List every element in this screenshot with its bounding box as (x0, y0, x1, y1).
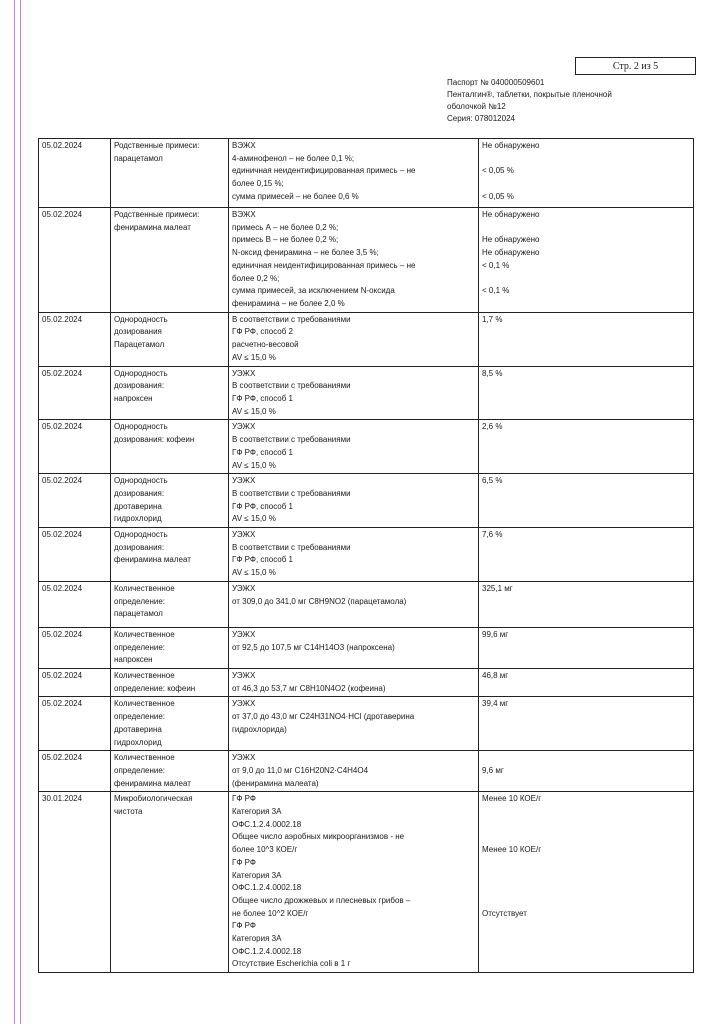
test-result-line: < 0,1 % (482, 260, 510, 270)
test-specification-line: AV ≤ 15,0 % (232, 514, 276, 524)
test-parameter-line: фенирамина малеат (114, 222, 191, 232)
test-parameter-line: определение: (114, 642, 166, 652)
test-result (479, 139, 694, 208)
test-specification (229, 139, 479, 208)
test-parameter-line: Количественное (114, 699, 175, 709)
test-result-line: 7,6 % (482, 530, 503, 540)
test-result-line (482, 831, 690, 844)
test-specification (229, 697, 479, 751)
test-specification-line: Общее число дрожжевых и плесневых грибов – (232, 895, 411, 905)
test-specification-line: УЭЖХ (232, 670, 256, 680)
test-result (479, 697, 694, 751)
test-specification-line: ОФС.1.2.4.0002.18 (232, 819, 302, 829)
test-date (39, 366, 111, 420)
product-name-line2: оболочкой №12 (447, 102, 506, 111)
test-specification-line: единичная неидентифицированная примесь – не (232, 166, 416, 176)
test-result-line: 325,1 мг (482, 583, 513, 593)
test-result-line: 6,5 % (482, 476, 503, 486)
test-date-text: 05.02.2024 (42, 629, 83, 639)
test-result-line: 8,5 % (482, 368, 503, 378)
table-row (39, 581, 694, 627)
table-row (39, 697, 694, 751)
test-result-line: Менее 10 КОЕ/г (482, 794, 542, 804)
document-header (447, 77, 647, 125)
test-date-text: 05.02.2024 (42, 753, 83, 763)
test-parameter-line: напроксен (114, 394, 153, 404)
test-result (479, 474, 694, 528)
test-specification-line: УЭЖХ (232, 368, 256, 378)
test-specification-line: УЭЖХ (232, 753, 256, 763)
test-parameter-line: Однородность (114, 422, 168, 432)
test-parameter-line: определение: (114, 596, 166, 606)
test-specification-line: В соответствии с требованиями (232, 488, 351, 498)
test-specification-line: расчетно-весовой (232, 340, 299, 350)
test-specification-line: единичная неидентифицированная примесь – не (232, 260, 416, 270)
test-specification-line: от 92,5 до 107,5 мг C14H14O3 (напроксена) (232, 642, 395, 652)
test-result-line (482, 153, 690, 166)
test-specification-line: AV ≤ 15,0 % (232, 568, 276, 578)
test-specification-line: УЭЖХ (232, 476, 256, 486)
test-result-line (482, 273, 690, 286)
test-specification-line: 4-аминофенол – не более 0,1 %; (232, 153, 355, 163)
test-result-line: Отсутствует (482, 908, 527, 918)
test-parameter (111, 208, 229, 313)
test-specification-line: ГФ РФ, способ 1 (232, 501, 293, 511)
test-specification-line: ГФ РФ, способ 2 (232, 327, 293, 337)
test-specification-line: Категория 3А (232, 807, 282, 817)
test-result (479, 366, 694, 420)
test-parameter (111, 627, 229, 668)
test-result-line (482, 806, 690, 819)
test-specification-line: сумма примесей, за исключением N-оксида (232, 286, 395, 296)
test-specification (229, 668, 479, 696)
page-number: Стр. 2 из 5 (612, 60, 659, 72)
test-result-line: 2,6 % (482, 422, 503, 432)
test-parameter-line: Родственные примеси: (114, 141, 200, 150)
test-date-text: 30.01.2024 (42, 794, 83, 804)
test-date (39, 668, 111, 696)
test-parameter-line: дозирования: (114, 381, 165, 391)
test-result-line: 99,6 мг (482, 629, 509, 639)
test-parameter-line: Однородность (114, 476, 168, 486)
test-results-table (38, 138, 694, 973)
test-specification (229, 792, 479, 973)
test-specification-line: ГФ РФ (232, 921, 256, 931)
test-result-line: 1,7 % (482, 314, 503, 324)
test-parameter (111, 792, 229, 973)
test-specification-line: Отсутствие Escherichia coli в 1 г (232, 959, 351, 969)
test-specification-line: сумма примесей – не более 0,6 % (232, 191, 359, 201)
test-date (39, 528, 111, 582)
test-parameter-line: Количественное (114, 753, 175, 763)
test-specification-line: AV ≤ 15,0 % (232, 406, 276, 416)
test-parameter-line: Парацетамол (114, 340, 165, 350)
test-date (39, 208, 111, 313)
test-parameter-line: Родственные примеси: (114, 210, 200, 219)
test-result (479, 668, 694, 696)
test-date-text: 05.02.2024 (42, 141, 83, 150)
test-specification-line: Общее число аэробных микроорганизмов - не (232, 832, 405, 842)
test-parameter-line: Количественное (114, 583, 175, 593)
test-specification-line: УЭЖХ (232, 629, 256, 639)
test-parameter-line: Однородность (114, 314, 168, 324)
test-result (479, 792, 694, 973)
test-result (479, 528, 694, 582)
test-parameter-line: фенирамина малеат (114, 555, 191, 565)
test-parameter (111, 528, 229, 582)
test-specification-line: Категория 3А (232, 934, 282, 944)
test-specification-line: В соответствии с требованиями (232, 314, 351, 324)
test-parameter-line: определение: кофеин (114, 683, 196, 693)
test-date (39, 792, 111, 973)
test-result (479, 312, 694, 366)
test-specification-line: фенирамина – не более 2,0 % (232, 298, 345, 308)
test-result (479, 420, 694, 474)
test-result-line: Менее 10 КОЕ/г (482, 845, 542, 855)
test-specification-line: ГФ РФ, способ 1 (232, 555, 293, 565)
table-row (39, 208, 694, 313)
test-specification-line: ГФ РФ (232, 794, 256, 804)
test-specification-line: УЭЖХ (232, 699, 256, 709)
test-specification-line: Категория 3А (232, 870, 282, 880)
test-result-line (482, 752, 690, 765)
test-specification-line: более 0,2 %; (232, 273, 280, 283)
test-specification-line: ГФ РФ, способ 1 (232, 447, 293, 457)
test-specification (229, 627, 479, 668)
test-specification (229, 420, 479, 474)
test-specification-line: примесь В – не более 0,2 %; (232, 235, 339, 245)
test-result-line (482, 857, 690, 870)
test-parameter-line: гидрохлорид (114, 737, 162, 747)
test-parameter (111, 697, 229, 751)
test-specification-line: ОФС.1.2.4.0002.18 (232, 946, 302, 956)
test-result-line: Не обнаружено (482, 210, 540, 219)
test-date-text: 05.02.2024 (42, 699, 83, 709)
test-parameter-line: чистота (114, 807, 143, 817)
test-parameter (111, 474, 229, 528)
test-parameter (111, 581, 229, 627)
test-date (39, 627, 111, 668)
test-parameter-line: дозирования: (114, 488, 165, 498)
test-result-line: Не обнаружено (482, 235, 540, 245)
table-row (39, 792, 694, 973)
test-parameter-line: дозирования: кофеин (114, 435, 195, 445)
test-parameter-line: парацетамол (114, 609, 163, 619)
test-specification-line: гидрохлорида) (232, 724, 287, 734)
test-result-line: 9,6 мг (482, 765, 504, 775)
test-parameter-line: дозирования: (114, 542, 165, 552)
test-date (39, 420, 111, 474)
test-specification-line: более 0,15 %; (232, 179, 284, 189)
test-date-text: 05.02.2024 (42, 314, 83, 324)
test-specification-line: от 46,3 до 53,7 мг C8H10N4O2 (кофеина) (232, 683, 386, 693)
passport-number: Паспорт № 040000509601 (447, 78, 545, 87)
test-result-line (482, 895, 690, 908)
test-specification-line: В соответствии с требованиями (232, 435, 351, 445)
test-date (39, 312, 111, 366)
test-result (479, 627, 694, 668)
table-row (39, 528, 694, 582)
test-parameter (111, 420, 229, 474)
test-parameter (111, 751, 229, 792)
test-specification-line: примесь А – не более 0,2 %; (232, 222, 339, 232)
test-specification (229, 751, 479, 792)
test-specification-line: от 37,0 до 43,0 мг C24H31NO4·HCl (дротаверина (232, 712, 415, 722)
product-name-line1: Пенталгин®, таблетки, покрытые пленочной (447, 90, 612, 99)
test-result-line (482, 222, 690, 235)
test-date-text: 05.02.2024 (42, 583, 83, 593)
test-parameter-line: дротаверина (114, 501, 162, 511)
test-parameter-line: определение: (114, 765, 166, 775)
test-specification (229, 474, 479, 528)
test-result-line (482, 819, 690, 832)
test-specification-line: от 9,0 до 11,0 мг C16H20N2·C4H4O4 (232, 765, 369, 775)
table-row (39, 668, 694, 696)
test-result-line: < 0,1 % (482, 286, 510, 296)
test-parameter-line: напроксен (114, 655, 153, 665)
test-specification (229, 581, 479, 627)
test-parameter-line: дротаверина (114, 724, 162, 734)
test-result (479, 208, 694, 313)
test-specification-line: N-оксид фенирамина – не более 3,5 %; (232, 248, 379, 258)
test-specification-line: AV ≤ 15,0 % (232, 352, 276, 362)
test-parameter-line: Количественное (114, 629, 175, 639)
test-parameter-line: гидрохлорид (114, 514, 162, 524)
series-number: Серия: 078012024 (447, 114, 515, 123)
test-parameter (111, 312, 229, 366)
test-specification-line: ГФ РФ (232, 857, 256, 867)
test-specification (229, 208, 479, 313)
page-number-box (575, 57, 696, 75)
test-parameter-line: Микробиологическая (114, 794, 193, 804)
test-parameter-line: Однородность (114, 368, 168, 378)
test-specification-line: AV ≤ 15,0 % (232, 460, 276, 470)
test-parameter (111, 366, 229, 420)
test-result-line (482, 882, 690, 895)
test-specification (229, 312, 479, 366)
test-specification-line: более 10^3 КОЕ/г (232, 845, 298, 855)
table-row (39, 751, 694, 792)
test-result-line: 39,4 мг (482, 699, 509, 709)
test-date (39, 697, 111, 751)
test-parameter-line: дозирования (114, 327, 162, 337)
test-date (39, 139, 111, 208)
test-specification-line: В соответствии с требованиями (232, 542, 351, 552)
test-parameter-line: Количественное (114, 670, 175, 680)
margin-line-left (14, 0, 15, 1024)
test-parameter (111, 139, 229, 208)
test-specification-line: В соответствии с требованиями (232, 381, 351, 391)
test-specification-line: ВЭЖХ (232, 210, 256, 219)
table-row (39, 420, 694, 474)
test-parameter-line: Однородность (114, 530, 168, 540)
table-row (39, 366, 694, 420)
test-date (39, 581, 111, 627)
test-specification-line: УЭЖХ (232, 422, 256, 432)
test-specification-line: УЭЖХ (232, 530, 256, 540)
test-date-text: 05.02.2024 (42, 368, 83, 378)
test-parameter-line: фенирамина малеат (114, 778, 191, 788)
test-specification-line: ОФС.1.2.4.0002.18 (232, 883, 302, 893)
test-date-text: 05.02.2024 (42, 670, 83, 680)
test-date (39, 474, 111, 528)
table-row (39, 139, 694, 208)
test-specification-line: ВЭЖХ (232, 141, 256, 150)
margin-line-right (20, 0, 21, 1024)
test-specification (229, 528, 479, 582)
test-specification (229, 366, 479, 420)
test-parameter (111, 668, 229, 696)
test-specification-line: УЭЖХ (232, 583, 256, 593)
test-parameter-line: определение: (114, 712, 166, 722)
test-result-line: Не обнаружено (482, 248, 540, 258)
test-result-line: 46,8 мг (482, 670, 509, 680)
test-specification-line: не более 10^2 КОЕ/г (232, 908, 309, 918)
test-result-line: < 0,05 % (482, 191, 514, 201)
test-result (479, 751, 694, 792)
test-result-line (482, 178, 690, 191)
test-parameter-line: парацетамол (114, 153, 163, 163)
test-date-text: 05.02.2024 (42, 210, 83, 219)
test-specification-line: от 309,0 до 341,0 мг C8H9NO2 (парацетамола) (232, 596, 407, 606)
test-specification-line: ГФ РФ, способ 1 (232, 394, 293, 404)
table-row (39, 627, 694, 668)
test-result (479, 581, 694, 627)
table-row (39, 312, 694, 366)
test-result-line (482, 869, 690, 882)
test-result-line: < 0,05 % (482, 166, 514, 176)
test-specification-line: (фенирамина малеата) (232, 778, 319, 788)
test-date-text: 05.02.2024 (42, 530, 83, 540)
test-date-text: 05.02.2024 (42, 476, 83, 486)
table-row (39, 474, 694, 528)
test-date (39, 751, 111, 792)
test-result-line: Не обнаружено (482, 141, 540, 150)
test-date-text: 05.02.2024 (42, 422, 83, 432)
